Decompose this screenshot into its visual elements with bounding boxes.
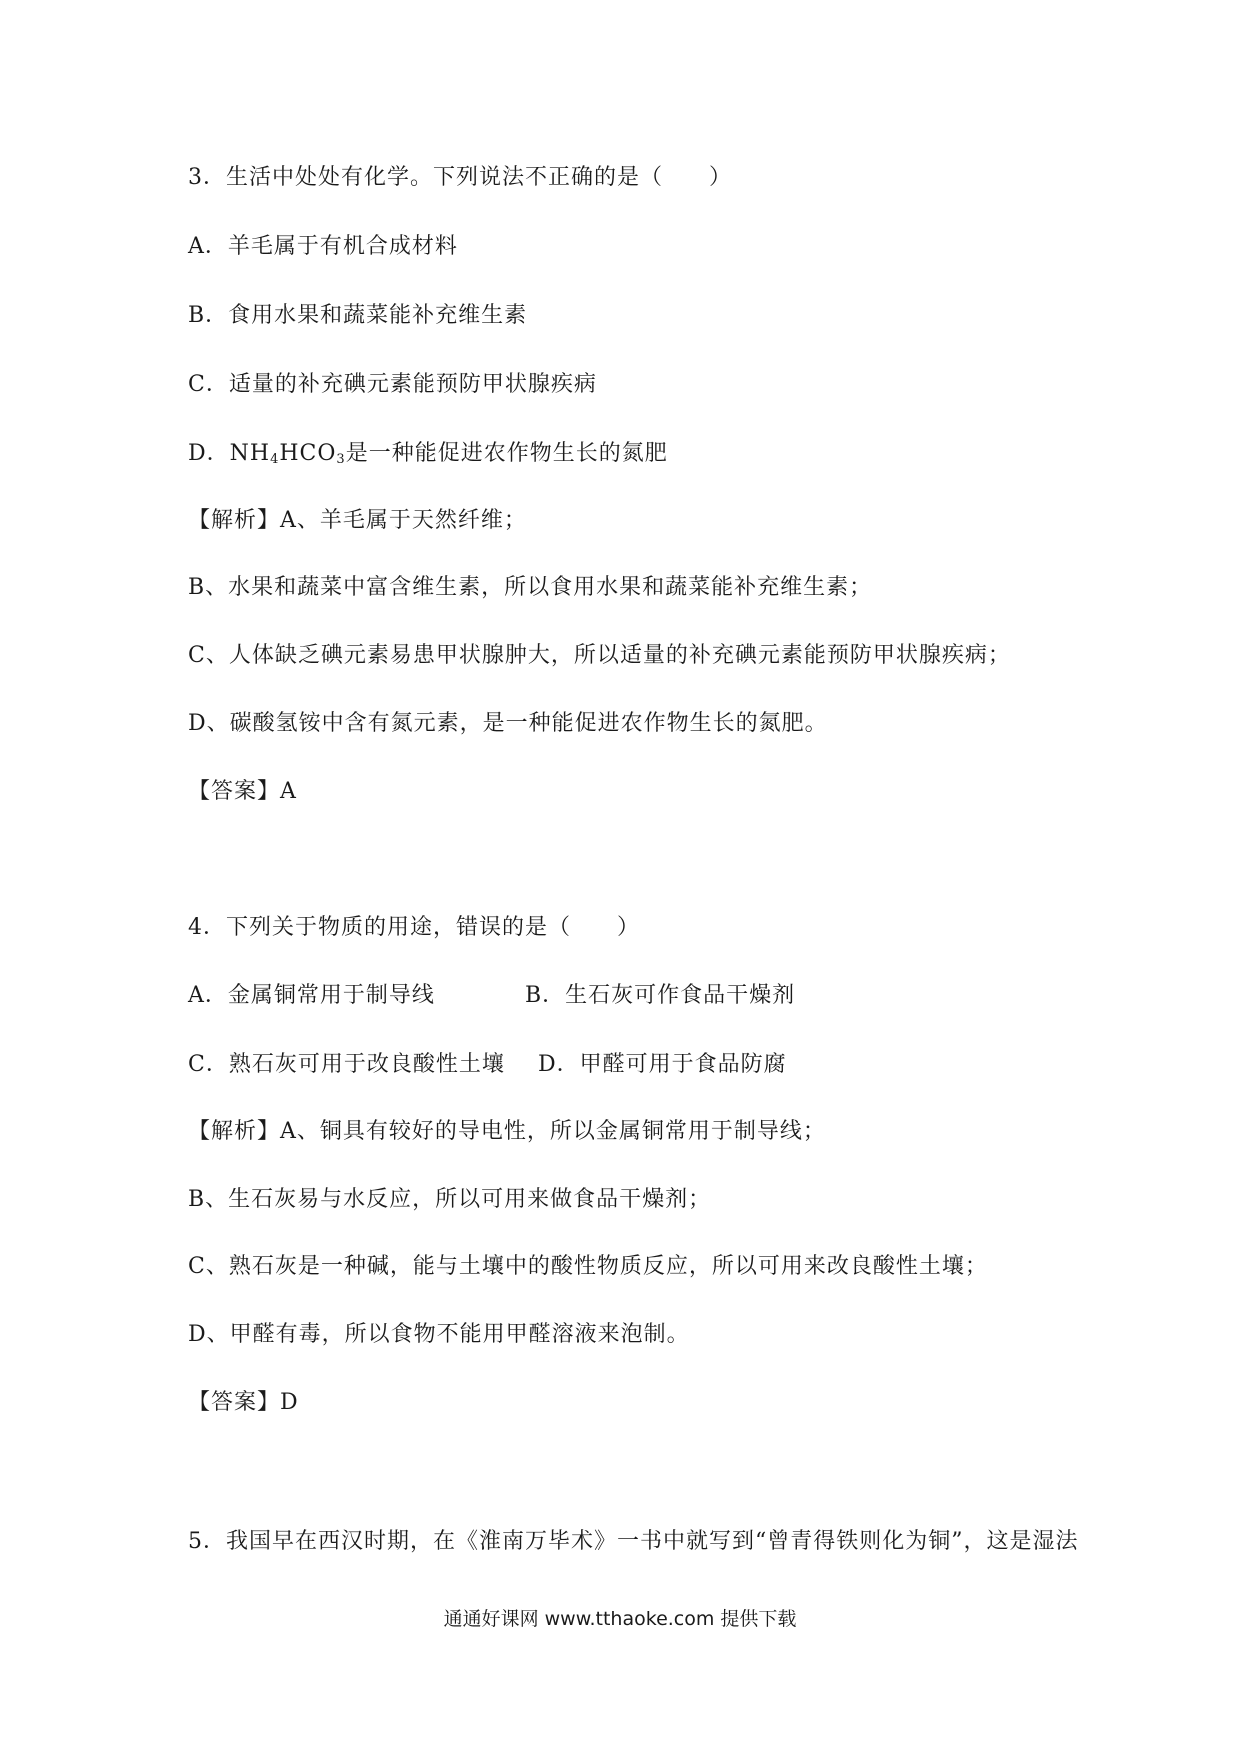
question-3-analysis-c: C、人体缺乏碘元素易患甲状腺肿大，所以适量的补充碘元素能预防甲状腺疾病；: [188, 643, 1011, 668]
question-3-answer: 【答案】A: [188, 779, 297, 804]
question-4-analysis-c: C、熟石灰是一种碱，能与土壤中的酸性物质反应，所以可用来改良酸性土壤；: [188, 1254, 988, 1279]
question-4-analysis-a: 【解析】A、铜具有较好的导电性，所以金属铜常用于制导线；: [188, 1119, 826, 1144]
option-d-subscript-1: 4: [270, 452, 280, 467]
question-4-option-c: C．熟石灰可用于改良酸性土壤: [188, 1052, 505, 1077]
question-4-analysis-d: D、甲醛有毒，所以食物不能用甲醛溶液来泡制。: [188, 1322, 690, 1347]
question-5-stem: 5．我国早在西汉时期，在《淮南万毕术》一书中就写到“曾青得铁则化为铜”，这是湿法: [188, 1529, 1079, 1554]
question-3-option-b: B．食用水果和蔬菜能补充维生素: [188, 303, 528, 328]
question-3-stem: 3．生活中处处有化学。下列说法不正确的是（ ）: [188, 165, 732, 190]
question-3-analysis-b: B、水果和蔬菜中富含维生素，所以食用水果和蔬菜能补充维生素；: [188, 575, 873, 600]
question-3-option-d: [188, 439, 668, 475]
question-4-analysis-b: B、生石灰易与水反应，所以可用来做食品干燥剂；: [188, 1187, 712, 1212]
option-d-suffix: 是一种能促进农作物生长的氮肥: [345, 441, 668, 466]
question-4-answer: 【答案】D: [188, 1390, 299, 1415]
question-4-option-a: A．金属铜常用于制导线: [188, 983, 435, 1008]
option-d-subscript-2: 3: [336, 452, 346, 467]
question-3-analysis-a: 【解析】A、羊毛属于天然纤维；: [188, 508, 527, 533]
question-4-option-b: B．生石灰可作食品干燥剂: [525, 983, 796, 1008]
question-4-option-d: D．甲醛可用于食品防腐: [538, 1052, 787, 1077]
question-3-analysis-d: D、碳酸氢铵中含有氮元素，是一种能促进农作物生长的氮肥。: [188, 711, 828, 736]
question-3-option-a: A．羊毛属于有机合成材料: [188, 234, 458, 259]
option-d-prefix: D．NH: [188, 441, 271, 466]
question-4-stem: 4．下列关于物质的用途，错误的是（ ）: [188, 915, 640, 940]
question-3-option-c: C．适量的补充碘元素能预防甲状腺疾病: [188, 372, 597, 397]
page-footer: 通通好课网 www.tthaoke.com 提供下载: [443, 1608, 797, 1630]
option-d-mid: HCO: [279, 441, 337, 466]
